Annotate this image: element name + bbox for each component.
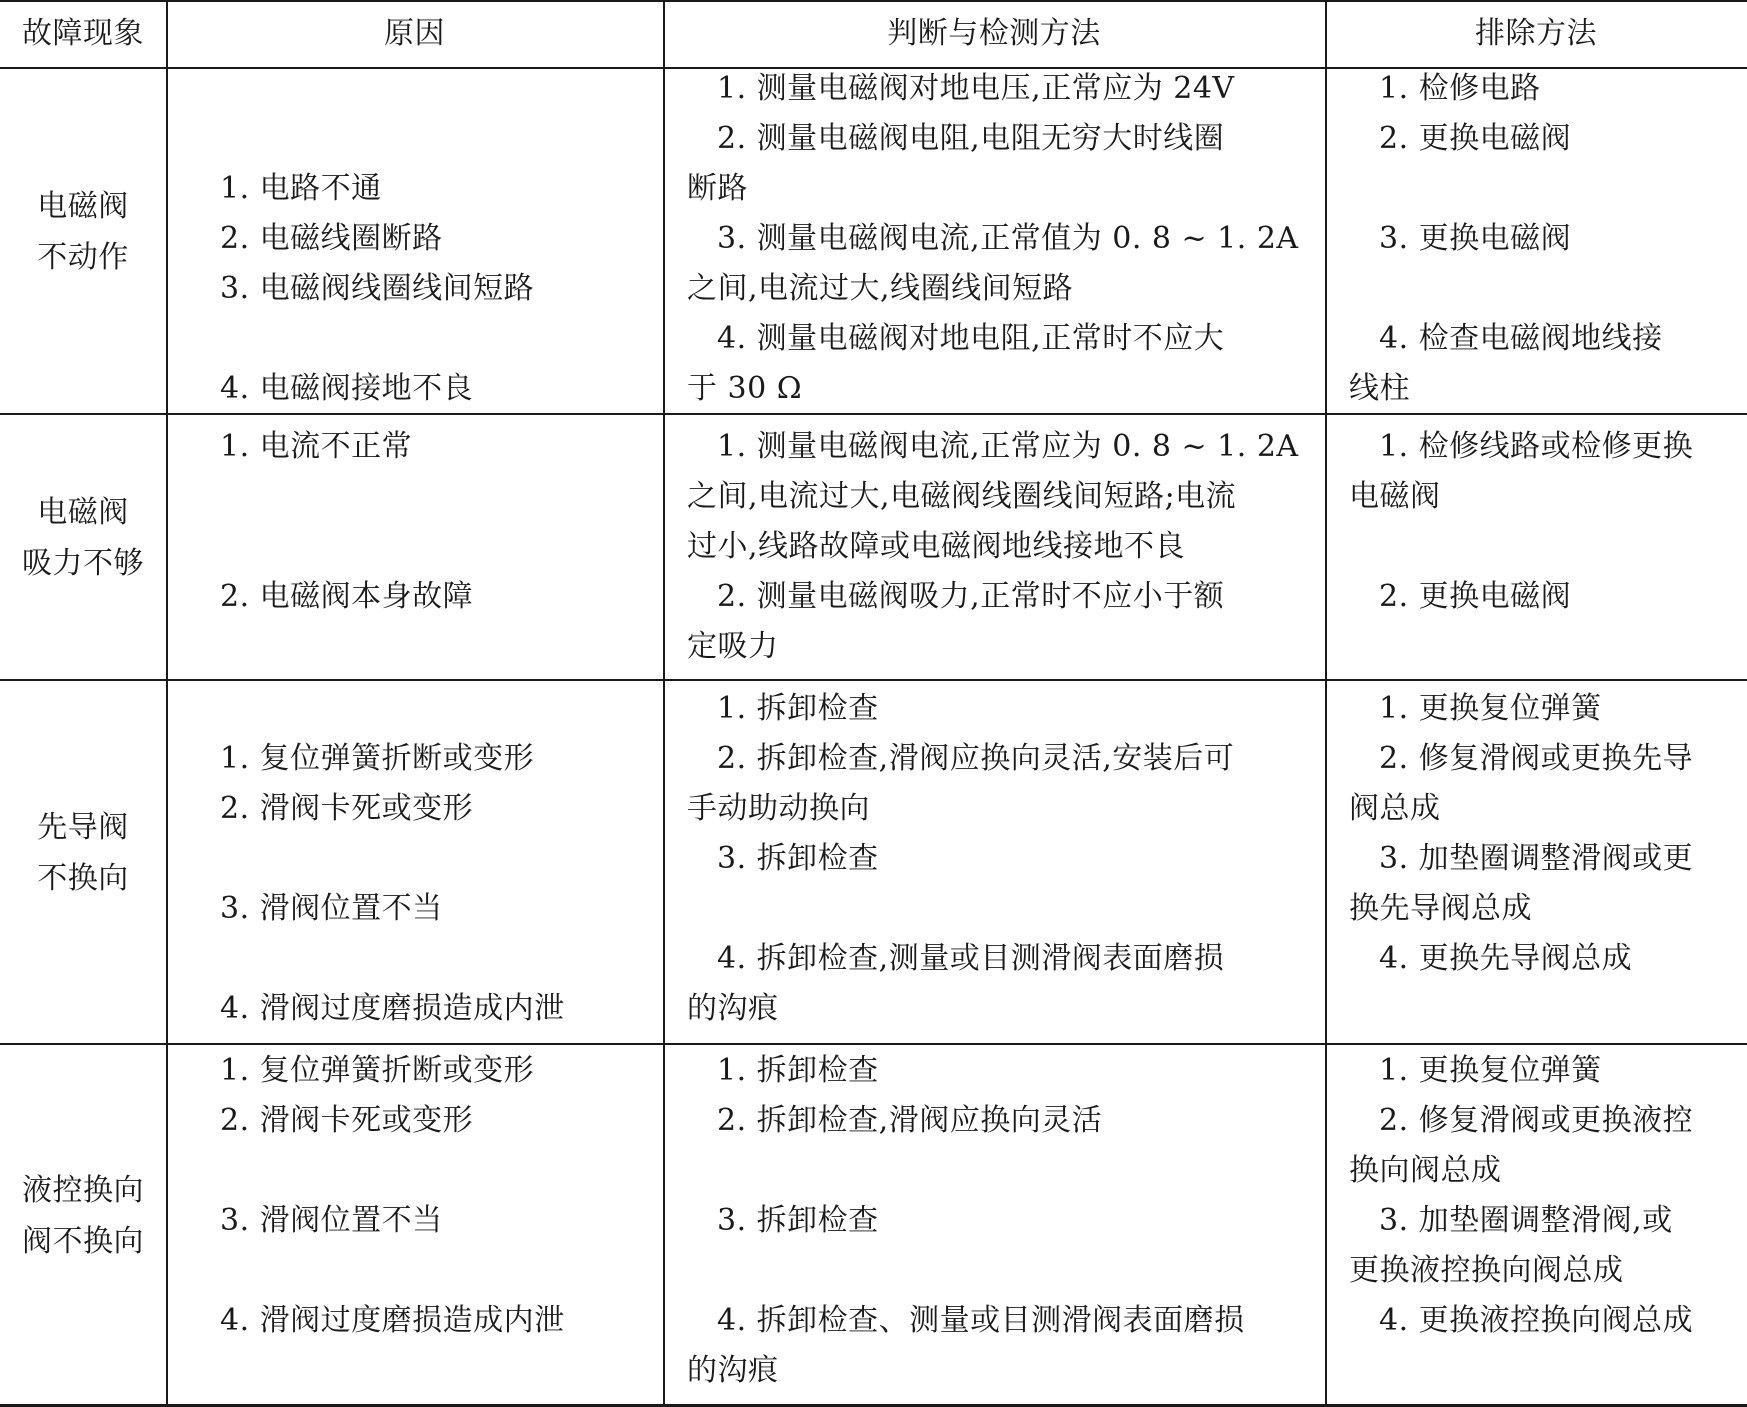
method-text: 过小,线路故障或电磁阀地线接地不良 [687, 529, 1186, 564]
method-text: 1. 测量电磁阀对地电压,正常应为 24V [717, 71, 1235, 106]
cause-text: 3. 电磁阀线圈线间短路 [220, 271, 535, 306]
method-text: 3. 拆卸检查 [717, 1203, 879, 1238]
method-text: 3. 拆卸检查 [717, 841, 879, 876]
cause-text: 1. 复位弹簧折断或变形 [220, 1053, 535, 1088]
table-top-rule [0, 0, 1747, 2]
row-divider [0, 679, 1747, 681]
symptom-label: 不动作 [37, 240, 129, 275]
fix-text: 2. 更换电磁阀 [1379, 579, 1572, 614]
fix-text: 1. 更换复位弹簧 [1379, 1053, 1602, 1088]
cause-text: 1. 复位弹簧折断或变形 [220, 741, 535, 776]
header-symptom: 故障现象 [22, 16, 144, 51]
method-text: 2. 测量电磁阀吸力,正常时不应小于额 [717, 579, 1225, 614]
header-cause: 原因 [384, 16, 445, 51]
cause-text: 4. 电磁阀接地不良 [220, 371, 474, 406]
method-text: 1. 测量电磁阀电流,正常应为 0. 8 ~ 1. 2A [717, 429, 1299, 464]
method-text: 2. 测量电磁阀电阻,电阻无穷大时线圈 [717, 121, 1225, 156]
method-text: 4. 拆卸检查、测量或目测滑阀表面磨损 [717, 1303, 1245, 1338]
row-divider [0, 1043, 1747, 1045]
method-text: 之间,电流过大,电磁阀线圈线间短路;电流 [687, 479, 1237, 514]
fix-text: 3. 更换电磁阀 [1379, 221, 1572, 256]
column-divider [1325, 0, 1327, 1405]
method-text: 手动助动换向 [687, 791, 870, 826]
method-text: 于 30 Ω [687, 371, 803, 406]
fix-text: 4. 更换先导阀总成 [1379, 941, 1633, 976]
fix-text: 更换液控换向阀总成 [1349, 1253, 1624, 1288]
method-text: 的沟痕 [687, 1353, 779, 1388]
symptom-label: 电磁阀 [37, 495, 129, 530]
fix-text: 线柱 [1349, 371, 1410, 406]
fix-text: 4. 更换液控换向阀总成 [1379, 1303, 1694, 1338]
column-divider [663, 0, 665, 1405]
fix-text: 2. 修复滑阀或更换液控 [1379, 1103, 1694, 1138]
header-method: 判断与检测方法 [887, 16, 1101, 51]
method-text: 1. 拆卸检查 [717, 691, 879, 726]
method-text: 定吸力 [687, 629, 779, 664]
method-text: 4. 拆卸检查,测量或目测滑阀表面磨损 [717, 941, 1225, 976]
fix-text: 换先导阀总成 [1349, 891, 1532, 926]
method-text: 4. 测量电磁阀对地电阻,正常时不应大 [717, 321, 1225, 356]
cause-text: 2. 滑阀卡死或变形 [220, 791, 474, 826]
fix-text: 1. 检修线路或检修更换 [1379, 429, 1694, 464]
cause-text: 3. 滑阀位置不当 [220, 891, 443, 926]
header-bottom-rule [0, 67, 1747, 69]
fix-text: 2. 更换电磁阀 [1379, 121, 1572, 156]
method-text: 1. 拆卸检查 [717, 1053, 879, 1088]
cause-text: 2. 滑阀卡死或变形 [220, 1103, 474, 1138]
fix-text: 1. 更换复位弹簧 [1379, 691, 1602, 726]
cause-text: 2. 电磁阀本身故障 [220, 579, 474, 614]
row-divider [0, 413, 1747, 415]
method-text: 3. 测量电磁阀电流,正常值为 0. 8 ~ 1. 2A [717, 221, 1299, 256]
fix-text: 1. 检修电路 [1379, 71, 1541, 106]
method-text: 之间,电流过大,线圈线间短路 [687, 271, 1074, 306]
fix-text: 换向阀总成 [1349, 1153, 1502, 1188]
cause-text: 1. 电路不通 [220, 171, 382, 206]
header-fix: 排除方法 [1475, 16, 1597, 51]
method-text: 的沟痕 [687, 991, 779, 1026]
fix-text: 3. 加垫圈调整滑阀或更 [1379, 841, 1694, 876]
method-text: 断路 [687, 171, 748, 206]
symptom-label: 吸力不够 [22, 546, 144, 581]
cause-text: 4. 滑阀过度磨损造成内泄 [220, 1303, 565, 1338]
cause-text: 3. 滑阀位置不当 [220, 1203, 443, 1238]
cause-text: 4. 滑阀过度磨损造成内泄 [220, 991, 565, 1026]
cause-text: 1. 电流不正常 [220, 429, 413, 464]
fix-text: 阀总成 [1349, 791, 1441, 826]
fix-text: 3. 加垫圈调整滑阀,或 [1379, 1203, 1673, 1238]
fix-text: 2. 修复滑阀或更换先导 [1379, 741, 1694, 776]
symptom-label: 液控换向 [22, 1172, 144, 1208]
symptom-label: 电磁阀 [37, 189, 129, 224]
method-text: 2. 拆卸检查,滑阀应换向灵活,安装后可 [717, 741, 1235, 776]
cause-text: 2. 电磁线圈断路 [220, 221, 443, 256]
method-text: 2. 拆卸检查,滑阀应换向灵活 [717, 1103, 1103, 1138]
fix-text: 电磁阀 [1349, 479, 1441, 514]
fix-text: 4. 检查电磁阀地线接 [1379, 321, 1663, 356]
column-divider [166, 0, 168, 1405]
symptom-label: 阀不换向 [22, 1223, 144, 1259]
symptom-label: 先导阀 [37, 810, 129, 845]
symptom-label: 不换向 [37, 861, 129, 896]
